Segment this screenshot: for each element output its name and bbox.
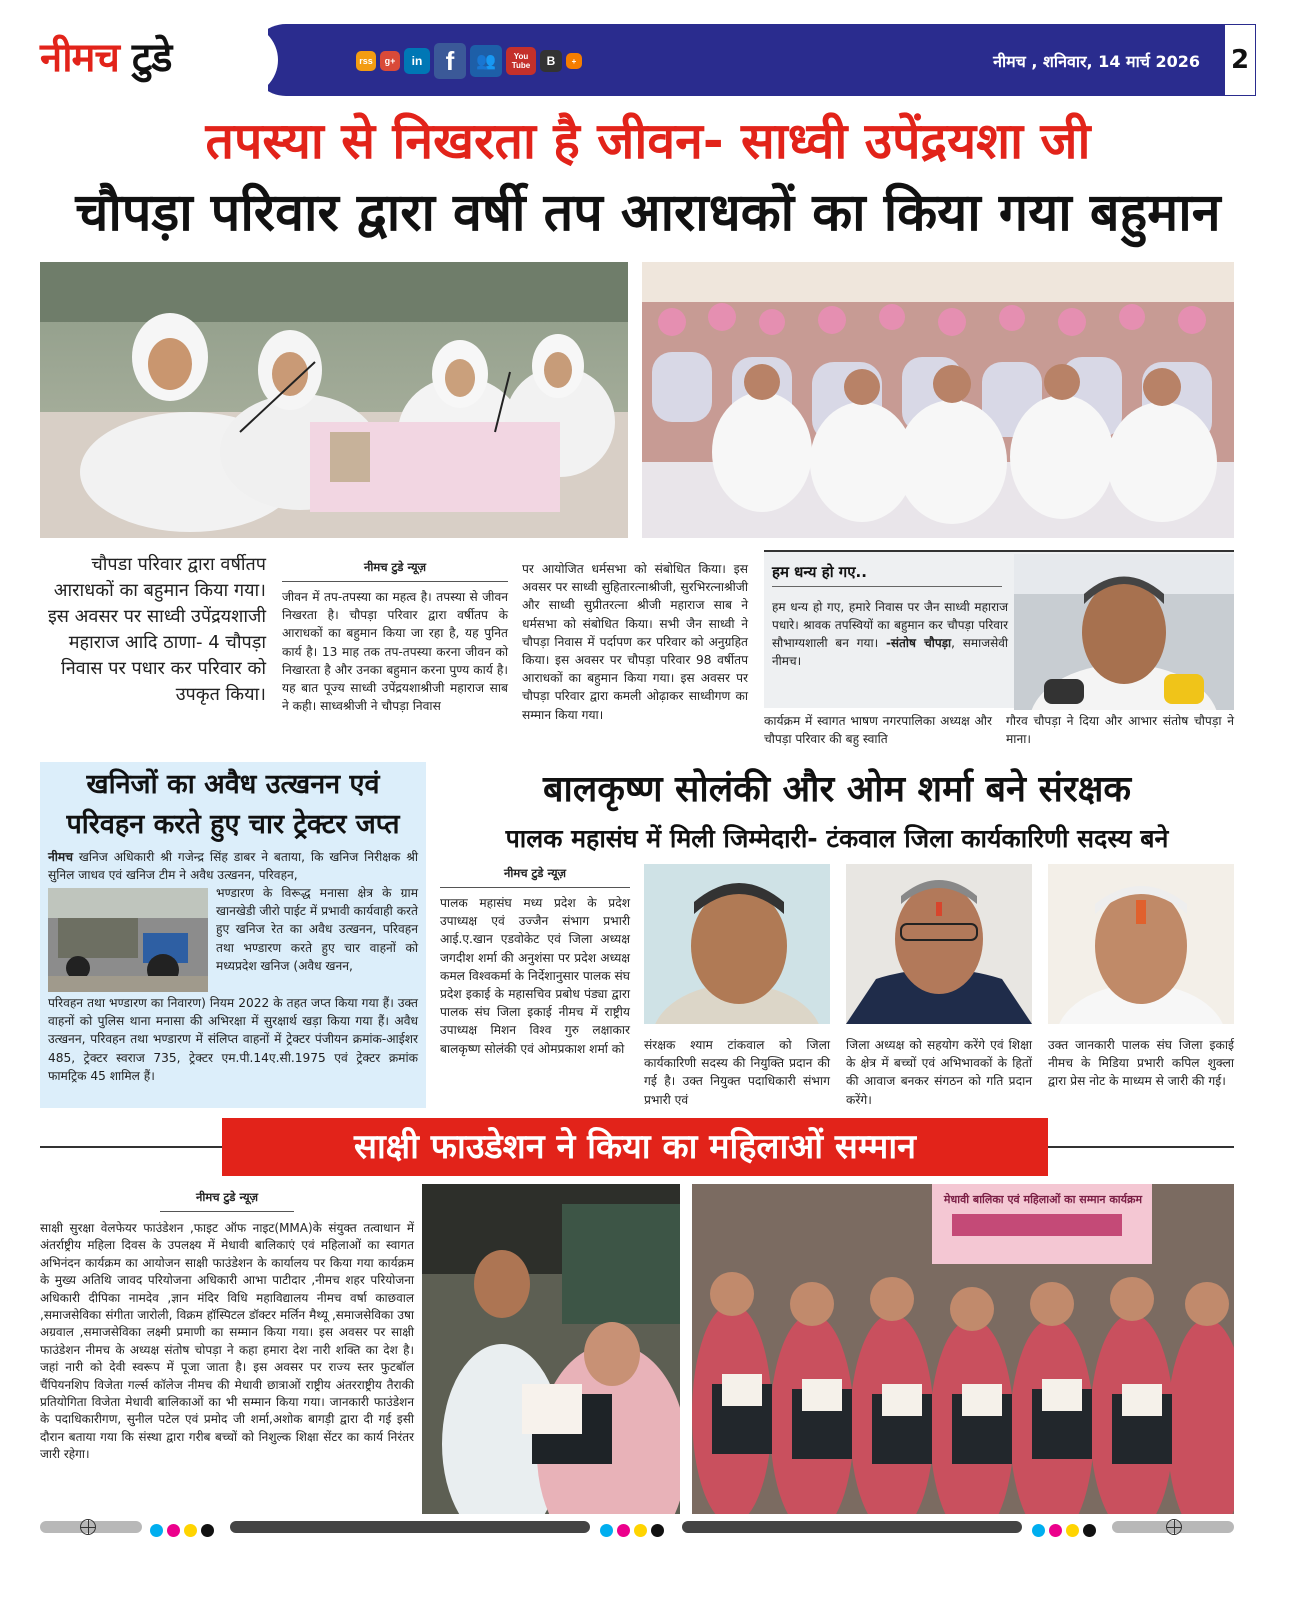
issue-date: नीमच , शनिवार, 14 मार्च 2026 [993, 52, 1200, 71]
story4-col [40, 1186, 414, 1464]
color-swatches-right [1030, 1520, 1098, 1534]
story3-headline1: बालकृष्ण सोलंकी और ओम शर्मा बने संरक्षक [542, 769, 1132, 810]
story1-col1 [282, 556, 508, 715]
quote-author-role: , समाजसेवी नीमच। [772, 636, 1008, 668]
story3-col3: जिला अध्यक्ष को सहयोग करेंगे एवं शिक्षा के क्षेत्र में बच्चों एवं अभिभावकों के हितों की आवाज बनकर संगठन को गति प्रदान करेंगे। [846, 1038, 1032, 1107]
blogger-icon[interactable]: B [540, 50, 562, 72]
registration-mark-icon [1166, 1519, 1182, 1535]
quote-title: हम धन्य हो गए.. [772, 563, 867, 581]
story1-byline: नीमच टुडे न्यूज़ [282, 556, 508, 582]
story2-lead [48, 848, 418, 884]
social-icons [356, 42, 582, 80]
photo-shyam-tankwal [1048, 864, 1234, 1024]
print-bar-dark2 [682, 1521, 1022, 1533]
story1-col1-text: जीवन में तप-तपस्या का महत्व है। तपस्या से जीवन निखरता है। चौपड़ा परिवार द्वारा वर्षीतप के आराधकों का बहुमान किया जा रहा है, यह पुनित कार्य है। 13 माह तक तप-तपस्या करना जीवन को निखारता है और उनका बहुमान करना पुण्य कार्य है। यह बात पूज्य साध्वी उपेंद्रयशाश्रीजी महाराज साब ने कही। साध्वश्रीजी ने चौपड़ा निवास [282, 590, 508, 714]
community-icon[interactable]: 👥 [470, 45, 502, 77]
photo-banner-text: मेधावी बालिका एवं महिलाओं का सम्मान कार्यक्रम [943, 1193, 1143, 1206]
story1-headline1: तपस्या से निखरता है जीवन- साध्वी उपेंद्रयशा जी [205, 112, 1091, 170]
photo-om-sharma [846, 864, 1032, 1024]
photo-balkrishna-solanki [644, 864, 830, 1024]
quote-body: हम धन्य हो गए, हमारे निवास पर जैन साध्वी महाराज पधारे। श्रावक तपस्वियों का बहुमान कर चौपड़ा परिवार सौभाग्यशाली बन गया। [772, 600, 1008, 650]
youtube-icon[interactable]: You Tube [506, 47, 536, 75]
photo-award-ceremony [422, 1184, 680, 1514]
extra-share-icon[interactable]: + [566, 53, 582, 69]
story2-box [40, 762, 426, 1108]
masthead [40, 24, 1256, 96]
story1-col2: पर आयोजित धर्मसभा को संबोधित किया। इस अवसर पर साध्वी सुहितारत्नाश्रीजी, सुरभिरत्नाश्रीजी और साध्वी सुप्रीतरत्ना श्रीजी महाराज साब ने धर्मसभा को संबोधित किया। सभी जैन साध्वी ने चौपड़ा निवास में पर्दापण कर परिवार को अनुग्रहित किया। इस अवसर पर चौपड़ा परिवार 98 वर्षीतप आराधकों का बहुमान किया गया। इस अवसर पर चौपड़ा परिवार द्वारा कमली ओढ़ाकर साध्वीगण का सम्मान किया गया। [522, 562, 748, 722]
rss-icon[interactable]: rss [356, 51, 376, 71]
story2-dateline: नीमच [48, 850, 73, 864]
linkedin-icon[interactable]: in [404, 48, 430, 74]
photo-tractors [48, 888, 208, 992]
story3-col2: संरक्षक श्याम टांकवाल को जिला कार्यकारिणी सदस्य की नियुक्ति प्रदान की गई है। उक्त नियुक्त पदाधिकारी संभाग प्रभारी एवं [644, 1038, 830, 1107]
story3-col4: उक्त जानकारी पालक संघ जिला इकाई नीमच के मिडिया प्रभारी कपिल शुक्ला द्वारा प्रेस नोट के माध्यम से जारी की गई। [1048, 1038, 1234, 1089]
story3-headline2: पालक महासंघ में मिली जिम्मेदारी- टंकवाल जिला कार्यकारिणी सदस्य बने [505, 824, 1169, 853]
story4-byline: नीमच टुडे न्यूज़ [160, 1186, 294, 1212]
story3-byline: नीमच टुडे न्यूज़ [440, 862, 630, 888]
story4-body: साक्षी सुरक्षा वेलफेयर फाउंडेशन ,फाइट ऑफ नाइट(MMA)के संयुक्त तत्वाधान में अंतर्राष्ट्रीय महिला दिवस के उपलक्ष्य में मेधावी बालिकाएं एवं महिलाओं का स्वागत अभिनंदन कार्यक्रम का आयोजन साक्षी फाउंडेशन के कार्यालय पर किया गया कार्यक्रम के मुख्य अतिथि जावद परियोजना अधिकारी आभा पाटीदार ,नीमच शहर परियोजना अधिकारी दीपिका नामदेव ,ज्ञान मंदिर विधि महाविद्यालय नीमच वर्षा काछवाल ,समाजसेविका संगीता जारोली, विक्रम हॉस्पिटल डॉक्टर मर्लिन मैथ्यू ,समाजसेविका उषा अग्रवाल ,समाजसेविका लक्ष्मी प्रमाणी का सम्मान किया गया। इस अवसर पर साक्षी फाउंडेशन नीमच के अध्यक्ष संतोष चोपड़ा ने कहा हमारा देश नारी शक्ति का देश है। जहां नारी को देवी स्वरूप में पूजा जाता है। इस अवसर पर राज्य स्तर फुटबॉल चैंपियनशिप विजेता गर्ल्स कॉलेज नीमच की मेधावी छात्राओं राष्ट्रीय अंतरराष्ट्रीय तैराकी प्रतियोगिता विजेता मेधावी बालिकाओं का भी सम्मान किया गया। जानकारी फाउंडेशन के पदाधिकारीगण, सुनील पटेल एवं प्रमोद जी शर्मा,अशोक बागड़ी द्वारा दी गई इसी दौरान बताया गया कि संस्था द्वारा गरीब बच्चों को निशुल्क शिक्षा सेंटर का कार्य निरंतर जारी रहेगा। [40, 1221, 414, 1462]
story4-headline: साक्षी फाउडेशन ने किया का महिलाओं सम्मान [222, 1118, 1048, 1176]
quote-text [772, 598, 1008, 670]
story2-rest: परिवहन तथा भण्डारण का निवारण) नियम 2022 के तहत जप्त किया गया हैं। उक्त वाहनों को पुलिस थाना मनासा की अभिरक्षा में सुरक्षार्थ खड़ा किया गया हैं। अवैध उत्खनन, परिवहन तथा भण्डारण में संलिप्त वाहनों में ट्रेक्टर पंजीयन क्रमांक-आईशर 485, ट्रेक्टर स्वराज 735, ट्रेक्टर एम.पी.14ए.सी.1975 एवं ट्रेक्टर क्रमांक फामट्रिक 45 शामिल हैं। [48, 996, 418, 1083]
story1-col4: गौरव चौपड़ा ने दिया और आभार संतोष चौपड़ा ने माना। [1006, 714, 1234, 747]
photo-audience [642, 262, 1234, 538]
logo-part1: नीमच [40, 35, 119, 81]
story2-headline2: परिवहन करते हुए चार ट्रेक्टर जप्त [66, 809, 400, 840]
logo[interactable] [40, 24, 268, 96]
story1-headline2: चौपड़ा परिवार द्वारा वर्षी तप आराधकों का किया गया बहुमान [75, 183, 1221, 243]
photo-sadhvis [40, 262, 628, 538]
quote-author: -संतोष चौपड़ा [885, 636, 952, 650]
google-icon[interactable]: g+ [380, 51, 400, 71]
page-number: 2 [1224, 24, 1256, 96]
story2-headline1: खनिजों का अवैध उत्खनन एवं [86, 769, 380, 800]
story3-col1-text: पालक महासंघ मध्य प्रदेश के प्रदेश उपाध्यक्ष एवं उज्जैन संभाग प्रभारी आई.ए.खान एडवोकेट एवं जिला अध्यक्ष जगदीश शर्मा की अनुशंसा पर प्रदेश अध्यक्ष कमल विश्वकर्मा के निर्देशानुसार पालक संघ प्रदेश इकाई के महासचिव प्रबोध पंड्या द्वारा पालक संघ जिला इकाई नीमच में राष्ट्रीय उपाध्यक्ष मिशन विश्व गुरु लक्षाकार बालकृष्ण सोलंकी एवं ओमप्रकाश शर्मा को [440, 896, 630, 1056]
facebook-icon[interactable]: f [434, 43, 466, 79]
story1-caption: चौपडा परिवार द्वारा वर्षीतप आराधकों का बहुमान किया गया। इस अवसर पर साध्वी उपेंद्रयशाजी महाराज आदि ठाणा- 4 चौपड़ा निवास पर पधार कर परिवार को उपकृत किया। [47, 554, 266, 705]
story1-col3: कार्यक्रम में स्वागत भाषण नगरपालिका अध्यक्ष और चौपड़ा परिवार की बहु स्वाति [764, 714, 992, 747]
story2-lead-text: खनिज अधिकारी श्री गजेन्द्र सिंह डाबर ने बताया, कि खनिज निरीक्षक श्री सुनिल जाधव एवं खनिज टीम ने अवैध उत्खनन, परिवहन, [48, 850, 419, 883]
quote-box [764, 550, 1234, 708]
color-swatches-mid [598, 1520, 666, 1534]
logo-part2: टुडे [131, 35, 172, 81]
registration-mark-icon [80, 1519, 96, 1535]
story3-col1 [440, 862, 630, 1058]
photo-santosh-chopra [1014, 554, 1234, 710]
story2-wrap: भण्डारण के विरूद्ध मनासा क्षेत्र के ग्राम खानखेडी जीरो पाईट में प्रभावी कार्यवाही करते हुए खनिज रेत का अवैध उत्खनन, परिवहन तथा भण्डारण करते हुए चार वाहनों को मध्यप्रदेश खनिज (अवैध खनन, [216, 886, 418, 973]
print-bar-dark [230, 1521, 590, 1533]
photo-women-honoured [692, 1184, 1234, 1514]
color-swatches-left [148, 1520, 216, 1534]
